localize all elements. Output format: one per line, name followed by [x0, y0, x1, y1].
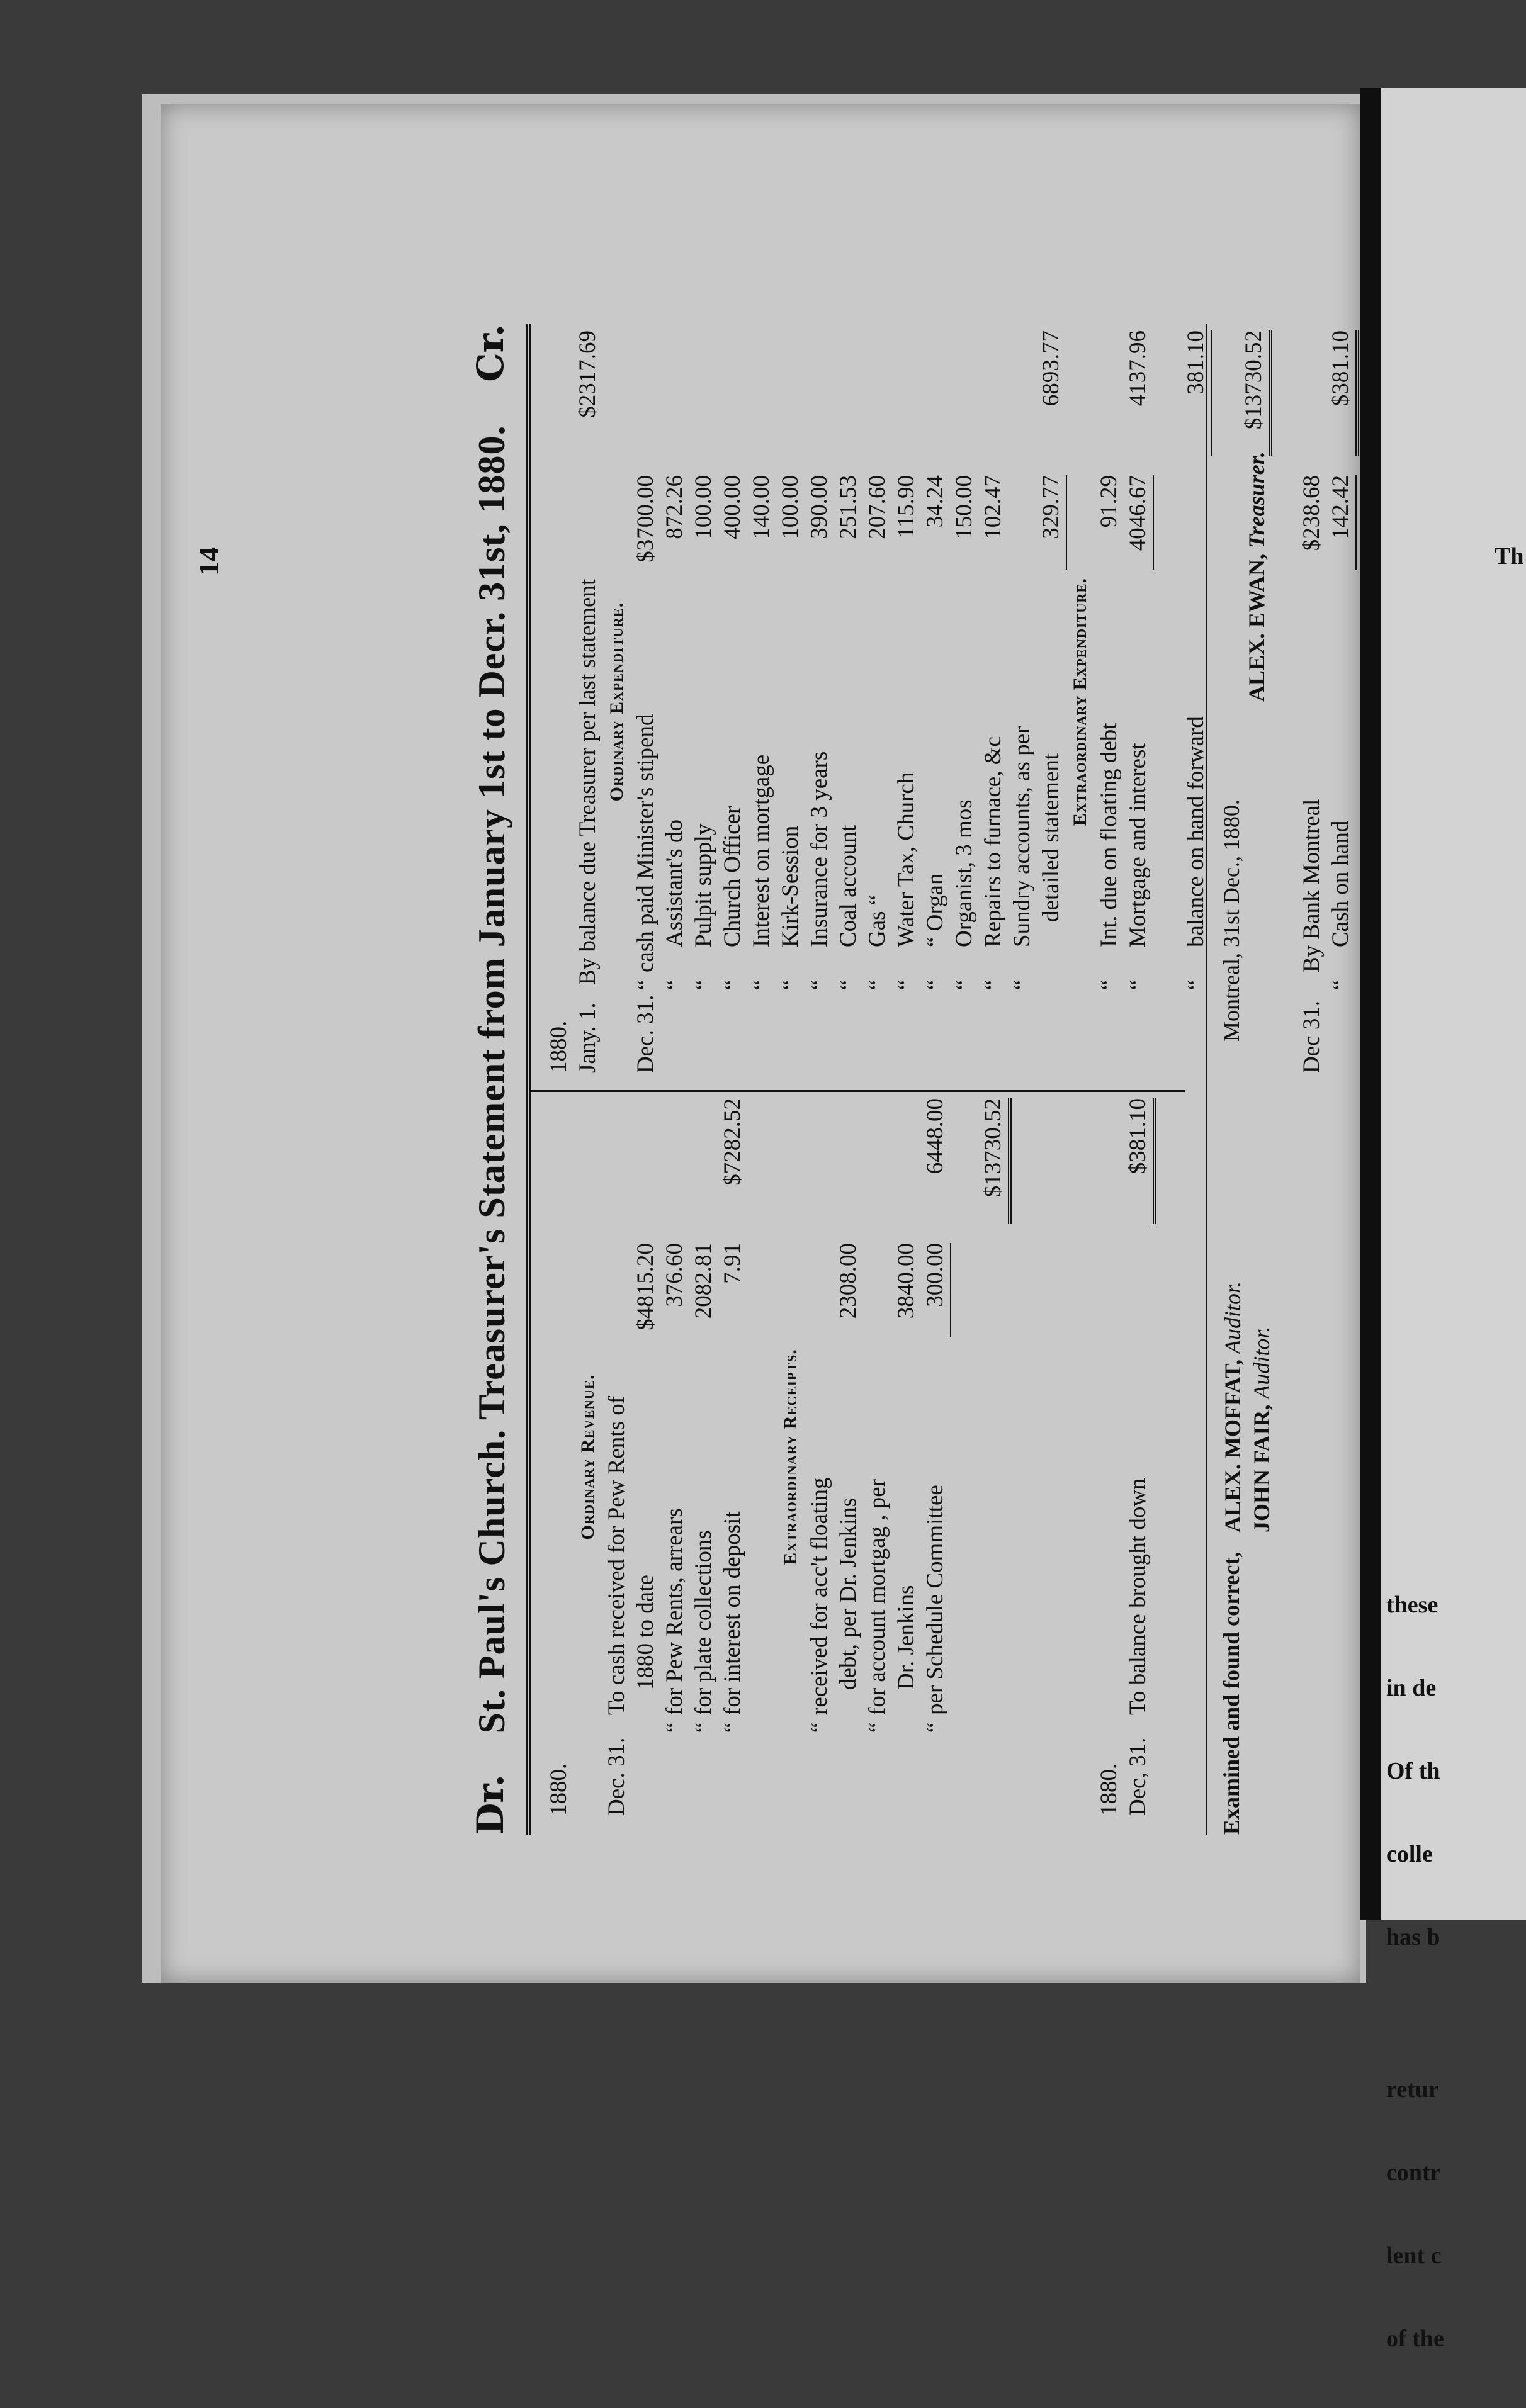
center-rule	[531, 1090, 1185, 1092]
credit-total: $13730.52	[1240, 330, 1272, 456]
ledger-row: “ Sundry accounts, as per	[1009, 726, 1035, 991]
opening-balance-row: Jany. 1. By balance due Treasurer per last statement $2317.69	[575, 330, 601, 1073]
page-number: 14	[193, 547, 225, 576]
debit-column: 1880. Ordinary Revenue. Dec. 31. To cash received for Pew Rents of 1880 to date $4815.20 “ for Pew Rents, arrears 376.60 “ for plate collections 2082.81 “ for interest on deposit 7.91 $7282.52 Extraordinary Receipts. “ received for acc't floating debt, per Dr. Jenkins 2308.00 “ for account mortgag , per Dr. Jenkins 3840.00 “ per Schedule Committee 300.00 6448.00 $13730.52 1880. Dec, 31. To balance brought down $381.10	[545, 1098, 1153, 1816]
ledger-row: Dec. 31. “ cash paid Minister's stipend $3700.00	[633, 475, 658, 1073]
montreal-date: Montreal, 31st Dec., 1880.	[1219, 799, 1244, 1042]
ledger-row: “ for plate collections 2082.81	[691, 1243, 716, 1733]
ledger-row: “ Interest on mortgage 140.00	[749, 475, 774, 991]
dr-label: Dr.	[469, 1774, 512, 1835]
cash-row: “ Cash on hand 142.42 $381.10	[1326, 330, 1355, 1073]
ledger-row: “ Coal account 251.53	[835, 475, 861, 991]
statement-content	[193, 324, 1369, 1835]
ledger-row: “ Pulpit supply 100.00	[691, 475, 716, 991]
auditor-signatures: ALEX. MOFFAT, Auditor. JOHN FAIR, Auditor.	[1220, 1281, 1274, 1533]
cr-label: Cr.	[469, 324, 512, 382]
ledger-row: debt, per Dr. Jenkins 2308.00	[835, 1243, 861, 1690]
ledger-row: “ for interest on deposit 7.91 $7282.52	[720, 1098, 745, 1733]
ordinary-total: 6893.77	[1038, 330, 1064, 407]
debit-year: 1880.	[546, 1763, 572, 1816]
ordinary-revenue-heading: Ordinary Revenue.	[577, 1374, 598, 1540]
ledger-row: “ Church Officer 400.00	[720, 475, 745, 991]
ledger-row: “ Gas “ 207.60	[864, 475, 890, 991]
ledger-row: detailed statement 329.77 6893.77	[1037, 330, 1066, 1073]
ledger-row: “ per Schedule Committee 300.00 6448.00	[921, 1098, 950, 1816]
ledger-row: 1880 to date $4815.20	[633, 1243, 658, 1690]
right-page	[1381, 88, 1526, 2352]
extraordinary-receipts-heading: Extraordinary Receipts.	[780, 1349, 801, 1565]
debit-total-row	[979, 1098, 1008, 1816]
ledger-row: “ Insurance for 3 years 390.00	[806, 475, 832, 991]
left-page	[161, 104, 1360, 1983]
ledger-row: “ Water Tax, Church 115.90	[893, 475, 919, 991]
ledger-row: “ balance on hand forward 381.10	[1182, 330, 1211, 1073]
brought-down-row: Dec, 31. To balance brought down $381.10	[1124, 1098, 1153, 1816]
ledger-row: “ Kirk-Session 100.00	[777, 475, 803, 991]
page-title: St. Paul's Church. Treasurer's Statement from January 1st to Decr. 31st, 1880.	[471, 425, 512, 1734]
ledger-row: “ Organist, 3 mos 150.00	[951, 475, 977, 991]
right-page-text: these in de Of th colle has b retur contr lent c of the	[1386, 1592, 1444, 2352]
ledger-row: Dr. Jenkins 3840.00	[893, 1243, 919, 1690]
ledger-row: Dec. 31. To cash received for Pew Rents of	[604, 1395, 630, 1816]
extraordinary-expenditure-heading: Extraordinary Expenditure.	[1070, 577, 1090, 826]
ledger-row: “ for Pew Rents, arrears 376.60	[662, 1243, 687, 1733]
ledger-row: “ received for acc't floating	[806, 1477, 832, 1733]
top-rule	[526, 324, 531, 1835]
title-row	[463, 324, 519, 1835]
bank-row: Dec 31. By Bank Montreal $238.68	[1299, 475, 1325, 1073]
right-page-fragment: Th	[1495, 543, 1524, 570]
examined-note: Examined and found correct,	[1219, 1551, 1244, 1835]
ledger-row: “ Assistant's do 872.26	[662, 475, 687, 991]
treasurer-signature: ALEX. EWAN, Treasurer.	[1244, 451, 1269, 702]
debit-total: $13730.52	[979, 1098, 1012, 1224]
ordinary-expenditure-heading: Ordinary Expenditure.	[606, 602, 627, 802]
ledger-row: “ “ Organ 34.24	[922, 475, 948, 991]
credit-column: 1880. Jany. 1. By balance due Treasurer per last statement $2317.69 Ordinary Expenditure. Dec. 31. “ cash paid Minister's stipend $3700.00 “ Assistant's do 872.26 “ Pulpit supply 100.00 “ Church Officer 400.00 “ Interest on mortgage 140.00 “ Kirk-Session 100.00 “ Insurance for 3 years 390.00 “ Coal account 251.53 “ Gas “ 207.60 “ Water Tax, Church 115.90 “ “ Organ 34.24 “ Organist, 3 mos 150.00 “ Repairs to furnace, &c 102.47 “ Sundry accounts, as per detailed statement 329.77 6893.77 Extraordinary Expenditure. “ Int. due on floating debt 91.29 “ Mortgage and interest 4046.67 4137.96 “ balance on hand forward 381.10 $13730.52 Dec 31. By Bank Montreal $238.68 “ Cash on hand 142.42 $381.10	[545, 330, 1355, 1073]
book-gutter	[1360, 88, 1381, 1920]
ledger-row: “ Int. due on floating debt 91.29	[1096, 475, 1122, 991]
ledger-row: “ for account mortgag , per	[864, 1479, 890, 1733]
ledger-row: “ Repairs to furnace, &c 102.47	[980, 475, 1006, 991]
ledger-row: “ Mortgage and interest 4046.67 4137.96	[1124, 330, 1153, 1073]
